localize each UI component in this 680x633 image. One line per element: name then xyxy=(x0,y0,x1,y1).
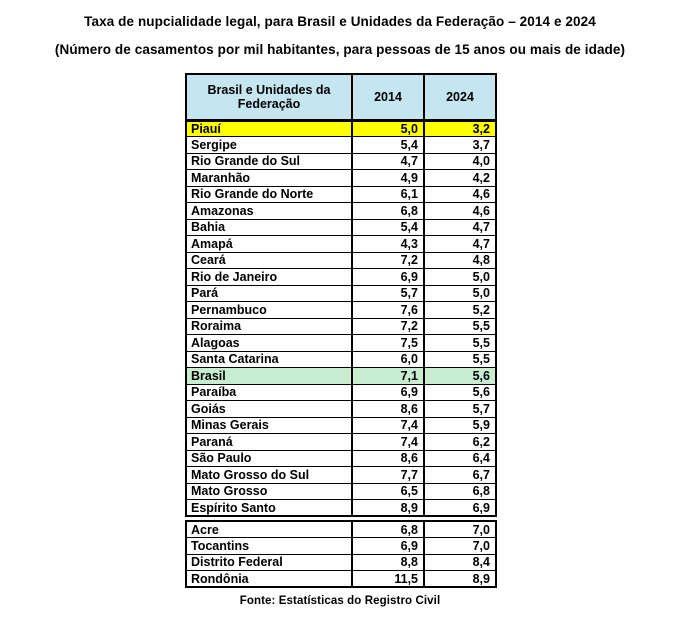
table-row xyxy=(186,120,496,137)
value-2014: 8,6 xyxy=(352,401,424,418)
value-2014: 5,4 xyxy=(352,137,424,154)
table-header-row xyxy=(186,74,496,120)
value-2014: 7,2 xyxy=(352,318,424,335)
value-2024: 5,5 xyxy=(424,351,496,368)
row-label: Minas Gerais xyxy=(186,417,352,434)
table-row xyxy=(186,351,496,368)
table-row xyxy=(186,219,496,236)
row-label: Piauí xyxy=(186,120,352,137)
row-label: Espírito Santo xyxy=(186,500,352,517)
table-row xyxy=(186,467,496,484)
value-2024: 5,5 xyxy=(424,335,496,352)
table-row xyxy=(186,252,496,269)
table-row xyxy=(186,417,496,434)
value-2014: 5,7 xyxy=(352,285,424,302)
value-2014: 7,5 xyxy=(352,335,424,352)
value-2024: 5,0 xyxy=(424,269,496,286)
row-label: Alagoas xyxy=(186,335,352,352)
row-label: Rondônia xyxy=(186,571,352,588)
value-2024: 5,5 xyxy=(424,318,496,335)
value-2014: 5,4 xyxy=(352,219,424,236)
value-2014: 4,7 xyxy=(352,153,424,170)
row-label: Bahia xyxy=(186,219,352,236)
value-2024: 5,2 xyxy=(424,302,496,319)
value-2024: 4,6 xyxy=(424,186,496,203)
value-2024: 4,2 xyxy=(424,170,496,187)
value-2014: 6,1 xyxy=(352,186,424,203)
value-2014: 7,2 xyxy=(352,252,424,269)
value-2024: 7,0 xyxy=(424,538,496,555)
row-label: Goiás xyxy=(186,401,352,418)
value-2024: 4,8 xyxy=(424,252,496,269)
row-label: Pará xyxy=(186,285,352,302)
value-2014: 7,4 xyxy=(352,434,424,451)
value-2024: 4,0 xyxy=(424,153,496,170)
row-label: Rio Grande do Norte xyxy=(186,186,352,203)
value-2024: 3,2 xyxy=(424,120,496,137)
table-row xyxy=(186,483,496,500)
table-body-lower xyxy=(186,521,496,587)
value-2024: 6,7 xyxy=(424,467,496,484)
row-label: Brasil xyxy=(186,368,352,385)
table-row xyxy=(186,318,496,335)
value-2014: 7,6 xyxy=(352,302,424,319)
row-label: Mato Grosso xyxy=(186,483,352,500)
value-2014: 4,3 xyxy=(352,236,424,253)
row-label: Santa Catarina xyxy=(186,351,352,368)
value-2024: 3,7 xyxy=(424,137,496,154)
table-row xyxy=(186,302,496,319)
value-2014: 5,0 xyxy=(352,120,424,137)
row-label: Ceará xyxy=(186,252,352,269)
value-2024: 6,4 xyxy=(424,450,496,467)
value-2024: 5,9 xyxy=(424,417,496,434)
value-2014: 8,6 xyxy=(352,450,424,467)
table-segment-lower xyxy=(185,520,497,588)
row-label: Rio Grande do Sul xyxy=(186,153,352,170)
value-2014: 6,8 xyxy=(352,203,424,220)
value-2024: 7,0 xyxy=(424,521,496,538)
row-label: Mato Grosso do Sul xyxy=(186,467,352,484)
table-row xyxy=(186,500,496,517)
row-label: Paraná xyxy=(186,434,352,451)
table-row xyxy=(186,368,496,385)
value-2024: 5,6 xyxy=(424,384,496,401)
table-row xyxy=(186,203,496,220)
value-2024: 5,6 xyxy=(424,368,496,385)
value-2024: 6,8 xyxy=(424,483,496,500)
source-note: Fonte: Estatísticas do Registro Civil xyxy=(239,595,441,607)
value-2024: 8,9 xyxy=(424,571,496,588)
value-2014: 6,9 xyxy=(352,269,424,286)
value-2014: 6,0 xyxy=(352,351,424,368)
figure-title: Taxa de nupcialidade legal, para Brasil e Unidades da Federação – 2014 e 2024 xyxy=(84,14,596,29)
table-row xyxy=(186,335,496,352)
table-row xyxy=(186,170,496,187)
value-2024: 4,7 xyxy=(424,219,496,236)
column-header-2014: 2014 xyxy=(352,74,424,120)
value-2024: 5,0 xyxy=(424,285,496,302)
table-row xyxy=(186,285,496,302)
row-label: Sergipe xyxy=(186,137,352,154)
nuptiality-table xyxy=(185,73,495,588)
table-segment-upper xyxy=(185,73,497,517)
value-2024: 6,2 xyxy=(424,434,496,451)
row-label: Pernambuco xyxy=(186,302,352,319)
row-label: São Paulo xyxy=(186,450,352,467)
value-2024: 6,9 xyxy=(424,500,496,517)
table-row xyxy=(186,434,496,451)
table-row xyxy=(186,401,496,418)
row-label: Amapá xyxy=(186,236,352,253)
table-row xyxy=(186,450,496,467)
value-2014: 4,9 xyxy=(352,170,424,187)
value-2024: 5,7 xyxy=(424,401,496,418)
table-row xyxy=(186,554,496,571)
column-header-2024: 2024 xyxy=(424,74,496,120)
figure-subtitle: (Número de casamentos por mil habitantes, para pessoas de 15 anos ou mais de idade) xyxy=(54,42,626,57)
value-2014: 7,7 xyxy=(352,467,424,484)
column-header-region: Brasil e Unidades da Federação xyxy=(186,74,352,120)
value-2014: 11,5 xyxy=(352,571,424,588)
table-row xyxy=(186,571,496,588)
row-label: Paraíba xyxy=(186,384,352,401)
row-label: Roraima xyxy=(186,318,352,335)
value-2014: 6,9 xyxy=(352,384,424,401)
value-2014: 8,9 xyxy=(352,500,424,517)
value-2014: 7,4 xyxy=(352,417,424,434)
value-2024: 4,6 xyxy=(424,203,496,220)
row-label: Acre xyxy=(186,521,352,538)
table-body-upper xyxy=(186,120,496,516)
row-label: Distrito Federal xyxy=(186,554,352,571)
row-label: Maranhão xyxy=(186,170,352,187)
table-row xyxy=(186,538,496,555)
table-row xyxy=(186,269,496,286)
value-2014: 6,5 xyxy=(352,483,424,500)
value-2024: 4,7 xyxy=(424,236,496,253)
table-row xyxy=(186,521,496,538)
row-label: Tocantins xyxy=(186,538,352,555)
value-2014: 6,9 xyxy=(352,538,424,555)
value-2024: 8,4 xyxy=(424,554,496,571)
table-row xyxy=(186,137,496,154)
table-row xyxy=(186,236,496,253)
value-2014: 6,8 xyxy=(352,521,424,538)
table-row xyxy=(186,384,496,401)
value-2014: 8,8 xyxy=(352,554,424,571)
row-label: Rio de Janeiro xyxy=(186,269,352,286)
table-row xyxy=(186,186,496,203)
row-label: Amazonas xyxy=(186,203,352,220)
table-row xyxy=(186,153,496,170)
value-2014: 7,1 xyxy=(352,368,424,385)
